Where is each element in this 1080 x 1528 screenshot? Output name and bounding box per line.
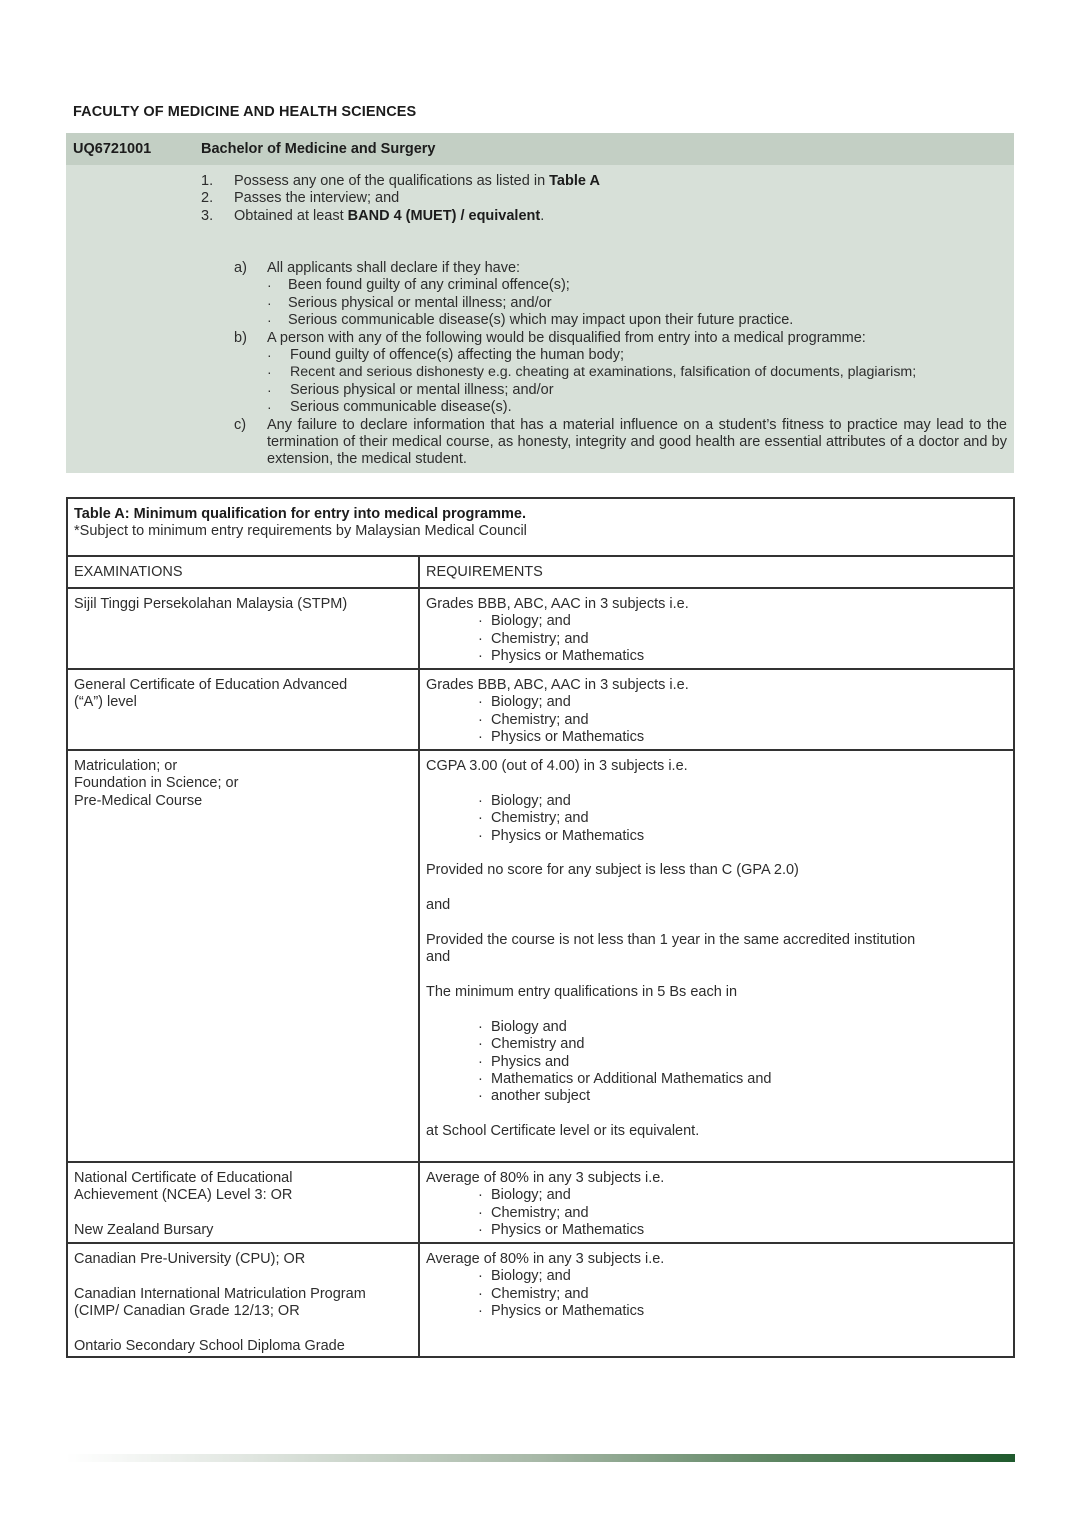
exam-name: Pre-Medical Course <box>74 792 203 809</box>
exam-name: New Zealand Bursary <box>74 1222 214 1239</box>
column-header-requirements: REQUIREMENTS <box>426 564 543 580</box>
requirement-item: Possess any one of the qualifications as listed in Table A <box>234 173 600 189</box>
subject-bullet: · Mathematics or Additional Mathematics and <box>426 1071 1011 1088</box>
note-bullet: Serious physical or mental illness; and/or <box>288 294 552 311</box>
requirement-intro: CGPA 3.00 (out of 4.00) in 3 subjects i.e. <box>426 758 688 774</box>
exam-name: Achievement (NCEA) Level 3: OR <box>74 1187 293 1204</box>
note-text: A person with any of the following would be disqualified from entry into a medical programme: <box>267 329 866 346</box>
programme-header <box>66 133 1014 165</box>
programme-requirements-panel <box>66 165 1014 473</box>
exam-name: Sijil Tinggi Persekolahan Malaysia (STPM) <box>74 596 348 612</box>
bullet-icon: · <box>267 312 272 329</box>
subject-bullet: · Physics or Mathematics <box>426 1222 1011 1239</box>
footer-gradient-bar <box>66 1454 1015 1462</box>
note-label: c) <box>234 416 247 433</box>
requirement-closing: at School Certificate level or its equivalent. <box>426 1123 700 1140</box>
subject-bullet: · Physics or Mathematics <box>426 648 1011 665</box>
exam-name: National Certificate of Educational <box>74 1170 293 1186</box>
note-text: All applicants shall declare if they have: <box>267 260 521 276</box>
bullet-icon: · <box>267 277 272 294</box>
table-a <box>66 497 1015 1358</box>
table-header-row <box>68 557 1013 589</box>
subject-bullet: · Chemistry; and <box>426 1286 1011 1303</box>
subject-bullet: · Biology; and <box>426 694 1011 711</box>
bullet-icon: · <box>267 347 272 363</box>
subject-bullet: · Biology; and <box>426 613 1011 630</box>
note-bullet: Been found guilty of any criminal offence(s); <box>288 277 570 294</box>
table-row <box>68 589 1013 670</box>
exam-name: General Certificate of Education Advanced <box>74 677 348 693</box>
requirement-intro: Average of 80% in any 3 subjects i.e. <box>426 1251 665 1267</box>
subject-bullet: · Chemistry; and <box>426 631 1011 648</box>
table-subtitle: *Subject to minimum entry requirements by Malaysian Medical Council <box>74 523 527 540</box>
programme-code: UQ6721001 <box>73 141 152 157</box>
exam-name: (CIMP/ Canadian Grade 12/13; OR <box>74 1303 300 1320</box>
requirement-condition: Provided the course is not less than 1 year in the same accredited institution <box>426 931 916 948</box>
exam-name: Foundation in Science; or <box>74 775 239 792</box>
note-label: b) <box>234 329 247 346</box>
note-text: Any failure to declare information that has a material influence on a student’s fitness to practice may lead to the termination of their medical course, as honesty, integrity and good health are essential attributes of a doctor and by extension, the medical student. <box>267 416 1007 468</box>
requirement-condition: The minimum entry qualifications in 5 Bs each in <box>426 984 738 1001</box>
bullet-icon: · <box>267 399 272 416</box>
exam-name: Canadian Pre-University (CPU); OR <box>74 1251 306 1267</box>
subject-bullet: · Chemistry; and <box>426 1205 1011 1222</box>
subject-bullet: · Physics and <box>426 1054 1011 1071</box>
table-row <box>68 1163 1013 1244</box>
req-number: 2. <box>201 190 214 207</box>
note-bullet: Serious communicable disease(s). <box>290 399 512 416</box>
bullet-icon: · <box>267 381 272 398</box>
table-row <box>68 1244 1013 1358</box>
note-label: a) <box>234 260 247 276</box>
requirement-conjunction: and <box>426 897 451 914</box>
subject-bullet: · Chemistry; and <box>426 712 1011 729</box>
exam-name: Ontario Secondary School Diploma Grade <box>74 1337 345 1354</box>
bullet-icon: · <box>267 364 272 381</box>
subject-bullet: · Physics or Mathematics <box>426 729 1011 746</box>
note-bullet: Found guilty of offence(s) affecting the human body; <box>290 347 624 363</box>
req-number: 3. <box>201 207 214 224</box>
subject-bullet: · Biology; and <box>426 1268 1011 1285</box>
requirement-intro: Average of 80% in any 3 subjects i.e. <box>426 1170 665 1186</box>
requirement-intro: Grades BBB, ABC, AAC in 3 subjects i.e. <box>426 596 689 612</box>
table-row <box>68 751 1013 1163</box>
note-bullet: Serious communicable disease(s) which may impact upon their future practice. <box>288 312 794 329</box>
subject-bullet: · Physics or Mathematics <box>426 828 1011 845</box>
requirement-conjunction: and <box>426 949 451 966</box>
note-bullet: Serious physical or mental illness; and/or <box>290 381 554 398</box>
requirement-item: Passes the interview; and <box>234 190 400 207</box>
requirement-intro: Grades BBB, ABC, AAC in 3 subjects i.e. <box>426 677 689 693</box>
subject-bullet: · Chemistry and <box>426 1036 1011 1053</box>
subject-bullet: · Chemistry; and <box>426 810 1011 827</box>
note-bullet: Recent and serious dishonesty e.g. cheating at examinations, falsification of documents, plagiarism; <box>290 364 917 381</box>
programme-name: Bachelor of Medicine and Surgery <box>201 141 436 157</box>
bullet-icon: · <box>267 294 272 311</box>
req-number: 1. <box>201 173 214 189</box>
subject-bullet: · another subject <box>426 1088 1011 1105</box>
subject-bullet: · Biology; and <box>426 1187 1011 1204</box>
table-title-row <box>68 499 1013 557</box>
subject-bullet: · Biology and <box>426 1019 1011 1036</box>
column-header-examinations: EXAMINATIONS <box>74 564 183 580</box>
exam-name: Matriculation; or <box>74 758 178 774</box>
subject-bullet: · Biology; and <box>426 793 1011 810</box>
requirement-item: Obtained at least BAND 4 (MUET) / equivalent. <box>234 207 545 224</box>
requirement-condition: Provided no score for any subject is less than C (GPA 2.0) <box>426 862 799 879</box>
table-title: Table A: Minimum qualification for entry into medical programme. <box>74 506 526 522</box>
table-row <box>68 670 1013 751</box>
exam-name: Canadian International Matriculation Program <box>74 1285 366 1302</box>
exam-name: (“A”) level <box>74 694 137 711</box>
subject-bullet: · Physics or Mathematics <box>426 1303 1011 1320</box>
faculty-heading: FACULTY OF MEDICINE AND HEALTH SCIENCES <box>73 104 417 120</box>
